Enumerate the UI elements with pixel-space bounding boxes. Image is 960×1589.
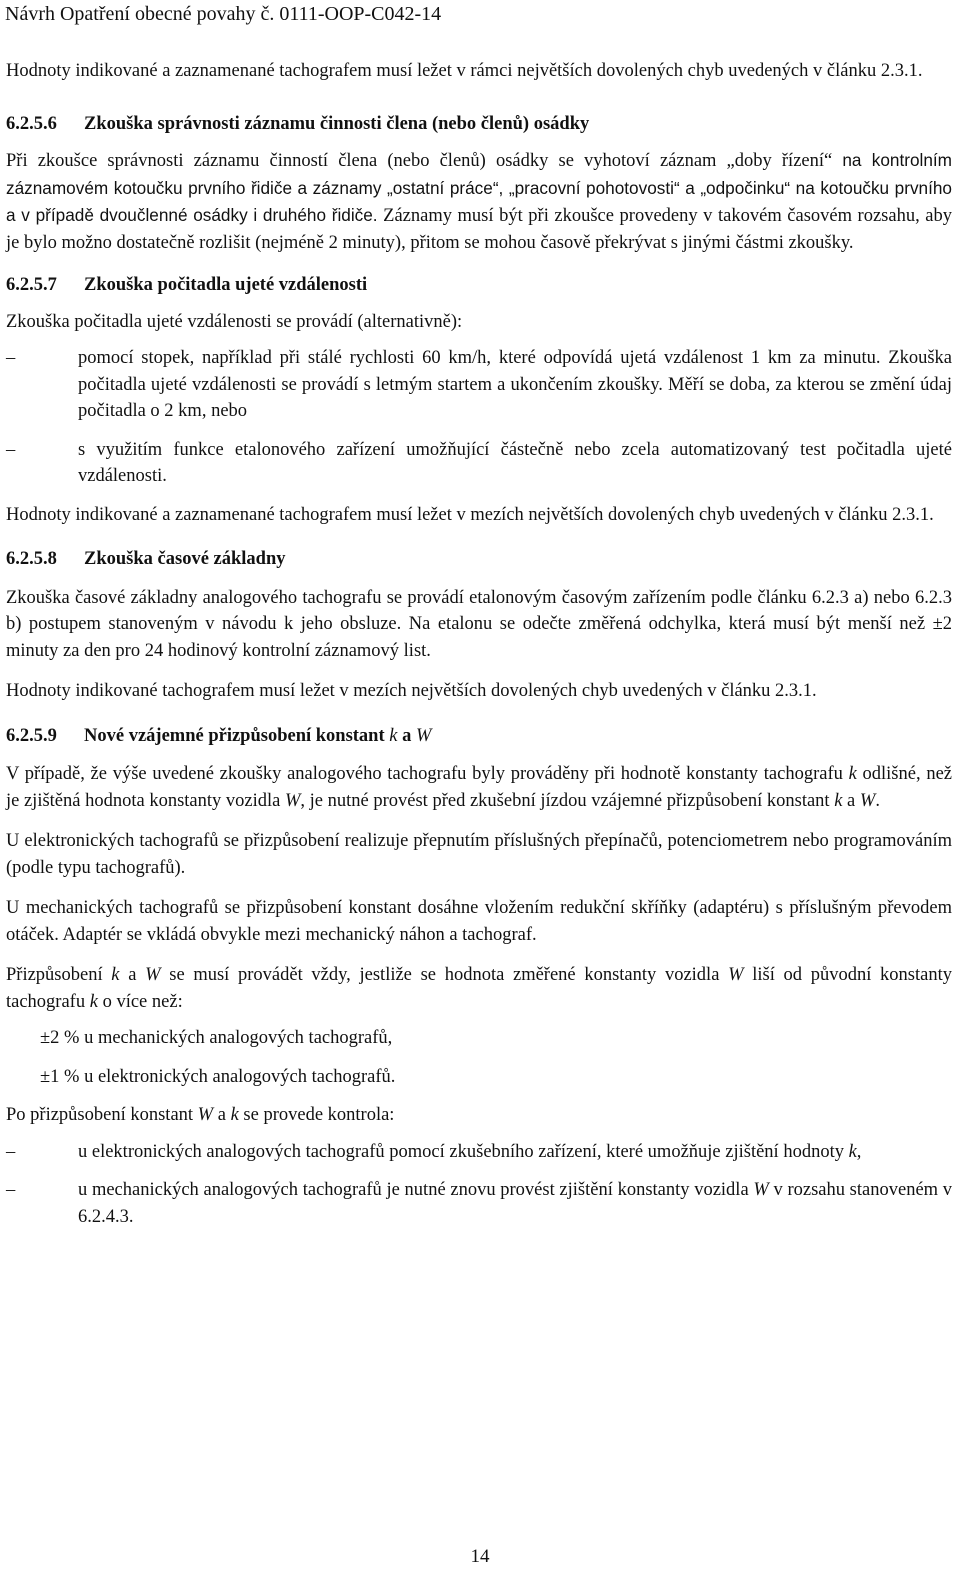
section-heading-6-2-5-9 xyxy=(6,723,952,750)
list-item xyxy=(6,1139,952,1166)
paragraph-adjust-condition xyxy=(6,962,952,1015)
section-title: Zkouška správnosti záznamu činnosti člena (nebo členů) osádky xyxy=(84,113,590,134)
document-header: Návrh Opatření obecné povahy č. 0111-OOP-C042-14 xyxy=(5,3,442,25)
constant-k: k xyxy=(389,725,398,746)
text-run: Po přizpůsobení konstant xyxy=(6,1105,198,1125)
section-number: 6.2.5.7 xyxy=(6,275,57,295)
dash-bullet: – xyxy=(6,439,16,460)
section-number: 6.2.5.9 xyxy=(6,725,57,746)
list-item xyxy=(6,1177,952,1230)
constant-w: W xyxy=(415,725,432,746)
crew-activity-text-a: Při zkoušce správnosti záznamu činností člena (nebo členů) osádky se vyhotoví záznam „doby řízení“ xyxy=(6,151,843,171)
section-heading-6-2-5-6 xyxy=(6,111,952,138)
text-run: liší od původní konstanty tachografu xyxy=(6,965,952,1012)
text-run: se provede kontrola: xyxy=(238,1105,395,1125)
paragraph-check-after-adjust xyxy=(6,1102,952,1129)
constant-w: W xyxy=(859,790,876,811)
section-number: 6.2.5.6 xyxy=(6,113,57,134)
text-run: u elektronických analogových tachografů pomocí zkušebního zařízení, které umožňuje zjištění hodnoty xyxy=(78,1141,849,1162)
constant-w: W xyxy=(728,965,744,985)
text-run: V případě, že výše uvedené zkoušky analogového tachografu byly prováděny při hodnotě konstanty tachografu xyxy=(6,764,849,784)
dash-bullet: – xyxy=(6,1180,16,1200)
text-run: se musí provádět vždy, jestliže se hodnota změřené konstanty vozidla xyxy=(160,965,729,985)
text-run: a xyxy=(119,965,146,985)
constant-w: W xyxy=(753,1180,769,1200)
paragraph-limits-intro: Hodnoty indikované a zaznamenané tachografem musí ležet v rámci největších dovolených chyb uvedených v článku 2.3.1. xyxy=(6,61,923,81)
crew-activity-text-b: na kontrolním záznamovém kotoučku prvního řidiče a záznamy „ostatní práce“, „pracovní pohotovosti“ a „odpočinku“ na kotoučku prvního a v případě dvoučlenné osádky i druhého řidiče. xyxy=(6,150,952,225)
text-run: u mechanických analogových tachografů je nutné znovu provést zjištění konstanty vozidla xyxy=(78,1180,754,1200)
section-title: Nové vzájemné přizpůsobení konstant xyxy=(84,725,385,746)
paragraph-odometer-limits: Hodnoty indikované a zaznamenané tachografem musí ležet v mezích největších dovolených chyb uvedených v článku 2.3.1. xyxy=(6,504,934,525)
text-run: , je nutné provést před zkušební jízdou vzájemné přizpůsobení konstant xyxy=(300,790,835,811)
list-item-text: s využitím funkce etalonového zařízení umožňující částečně nebo zcela automatizovaný test počitadla ujeté vzdálenosti. xyxy=(78,439,952,486)
text-run: . xyxy=(875,790,880,811)
text-run: odlišné, než je zjištěná hodnota konstanty vozidla xyxy=(6,764,952,811)
paragraph-time-base: Zkouška časové základny analogového tachografu se provádí etalonovým časovým zařízením podle článku 6.2.3 a) nebo 6.2.3 b) postupem stanoveným v návodu k jeho obsluze. Na etalonu se odečte změřená odchylka, která musí být menší než ±2 minuty za den pro 24 hodinový kontrolní záznamový list. xyxy=(6,587,952,661)
tolerance-mechanical: ±2 % u mechanických analogových tachografů, xyxy=(40,1028,393,1048)
section-heading-6-2-5-8 xyxy=(6,546,952,573)
list-item xyxy=(6,437,952,490)
paragraph-time-base-limits: Hodnoty indikované tachografem musí ležet v mezích největších dovolených chyb uvedených v článku 2.3.1. xyxy=(6,681,817,701)
paragraph-electronic-adjust: U elektronických tachografů se přizpůsobení realizuje přepnutím příslušných přepínačů, potenciometrem nebo programováním (podle typu tachografů). xyxy=(6,831,952,878)
constant-k: k xyxy=(89,991,98,1012)
conjunction: a xyxy=(402,725,412,746)
section-heading-6-2-5-7 xyxy=(6,272,952,299)
constant-k: k xyxy=(848,764,857,784)
text-run: o více než: xyxy=(97,991,183,1012)
text-run: , xyxy=(856,1141,862,1162)
constant-k: k xyxy=(230,1105,239,1125)
page-number: 14 xyxy=(470,1546,490,1567)
dash-bullet: – xyxy=(6,348,16,368)
text-run: a xyxy=(842,790,860,811)
constant-w: W xyxy=(145,965,161,985)
dash-bullet: – xyxy=(6,1141,16,1162)
section-number: 6.2.5.8 xyxy=(6,549,57,569)
text-run: a xyxy=(213,1105,231,1125)
list-item xyxy=(6,345,952,425)
text-run: v rozsahu stanoveném v 6.2.4.3. xyxy=(78,1180,952,1227)
constant-w: W xyxy=(284,790,301,811)
constant-w: W xyxy=(197,1105,214,1125)
constant-k: k xyxy=(111,965,120,985)
document-body xyxy=(6,58,952,1244)
section-title: Zkouška počitadla ujeté vzdálenosti xyxy=(84,275,368,295)
constant-k: k xyxy=(834,790,843,811)
crew-activity-text-c: Záznamy musí být při zkoušce provedeny v takovém časovém rozsahu, aby je bylo možno dostatečně rozlišit (nejméně 2 minuty), přitom se mohou časově překrývat s jinými částmi zkoušky. xyxy=(6,206,952,253)
paragraph-mechanical-adjust: U mechanických tachografů se přizpůsobení konstant dosáhne vložením redukční skříňky (adaptéru) s příslušným převodem otáček. Adaptér se vkládá obvykle mezi mechanický náhon a tachograf. xyxy=(6,898,952,945)
paragraph-constants-adjust xyxy=(6,761,952,814)
paragraph-crew-activity xyxy=(6,147,952,256)
constant-k: k xyxy=(848,1141,857,1162)
paragraph-odometer-intro: Zkouška počitadla ujeté vzdálenosti se provádí (alternativně): xyxy=(6,311,463,332)
tolerance-electronic: ±1 % u elektronických analogových tachografů. xyxy=(40,1066,396,1087)
section-title: Zkouška časové základny xyxy=(84,549,286,569)
text-run: Přizpůsobení xyxy=(6,965,112,985)
list-item-text: pomocí stopek, například při stálé rychlosti 60 km/h, které odpovídá ujetá vzdálenost 1 km za minutu. Zkouška počitadla ujeté vzdálenosti se provádí s letmým startem a ukončením zkoušky. Měří se doba, za kterou se změní údaj počitadla o 2 km, nebo xyxy=(78,348,952,421)
